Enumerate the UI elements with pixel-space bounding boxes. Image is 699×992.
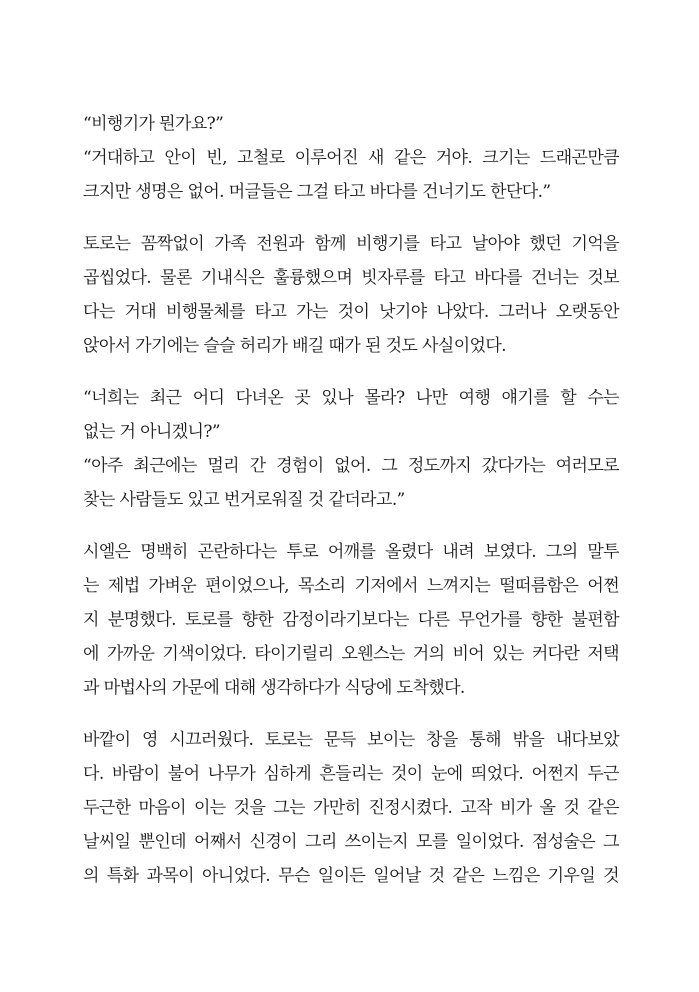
text-line: 시엘은 명백히 곤란하다는 투로 어깨를 올렸다 내려 보였다. 그의 말투: [83, 542, 619, 562]
text-line: 토로는 꼼짝없이 가족 전원과 함께 비행기를 타고 날아야 했던 기억을: [83, 234, 619, 254]
text-line: 에 가까운 기색이었다. 타이기릴리 오웬스는 거의 비어 있는 커다란 저택: [83, 644, 619, 664]
text-line: 크지만 생명은 없어. 머글들은 그걸 타고 바다를 건너기도 한단다.”: [83, 182, 551, 202]
text-line: 는 제법 가벼운 편이었으나, 목소리 기저에서 느껴지는 떨떠름함은 어쩐: [83, 576, 619, 596]
text-line: “아주 최근에는 멀리 간 경험이 없어. 그 정도까지 갔다가는 여러모로: [83, 456, 619, 476]
text-line: 두근한 마음이 이는 것을 그는 가만히 진정시켰다. 고작 비가 올 것 같은: [83, 798, 619, 818]
text-line: “너희는 최근 어디 다녀온 곳 있나 몰라? 나만 여행 얘기를 할 수는: [83, 388, 619, 408]
text-line: 다. 바람이 불어 나무가 심하게 흔들리는 것이 눈에 띄었다. 어쩐지 두근: [83, 764, 619, 784]
text-line: 의 특화 과목이 아니었다. 무슨 일이든 일어날 것 같은 느낌은 기우일 것: [83, 866, 619, 886]
text-line: 날씨일 뿐인데 어째서 신경이 그리 쓰이는지 모를 일이었다. 점성술은 그: [83, 832, 619, 852]
text-line: 다는 거대 비행물체를 타고 가는 것이 낫기야 나았다. 그러나 오랫동안: [83, 302, 619, 322]
text-line: “비행기가 뭔가요?”: [83, 114, 224, 134]
text-line: 없는 거 아니겠니?”: [83, 422, 220, 442]
text-line: 지 분명했다. 토로를 향한 감정이라기보다는 다른 무언가를 향한 불편함: [83, 610, 619, 630]
text-line: 앉아서 가기에는 슬슬 허리가 배길 때가 된 것도 사실이었다.: [83, 336, 506, 356]
text-line: “거대하고 안이 빈, 고철로 이루어진 새 같은 거야. 크기는 드래곤만큼: [83, 148, 619, 168]
text-line: 바깥이 영 시끄러웠다. 토로는 문득 보이는 창을 통해 밖을 내다보았: [83, 730, 619, 750]
text-line: 곱씹었다. 물론 기내식은 훌륭했으며 빗자루를 타고 바다를 건너는 것보: [83, 268, 619, 288]
text-line: 찾는 사람들도 있고 번거로워질 것 같더라고.”: [83, 490, 405, 510]
text-line: 과 마법사의 가문에 대해 생각하다가 식당에 도착했다.: [83, 678, 465, 698]
